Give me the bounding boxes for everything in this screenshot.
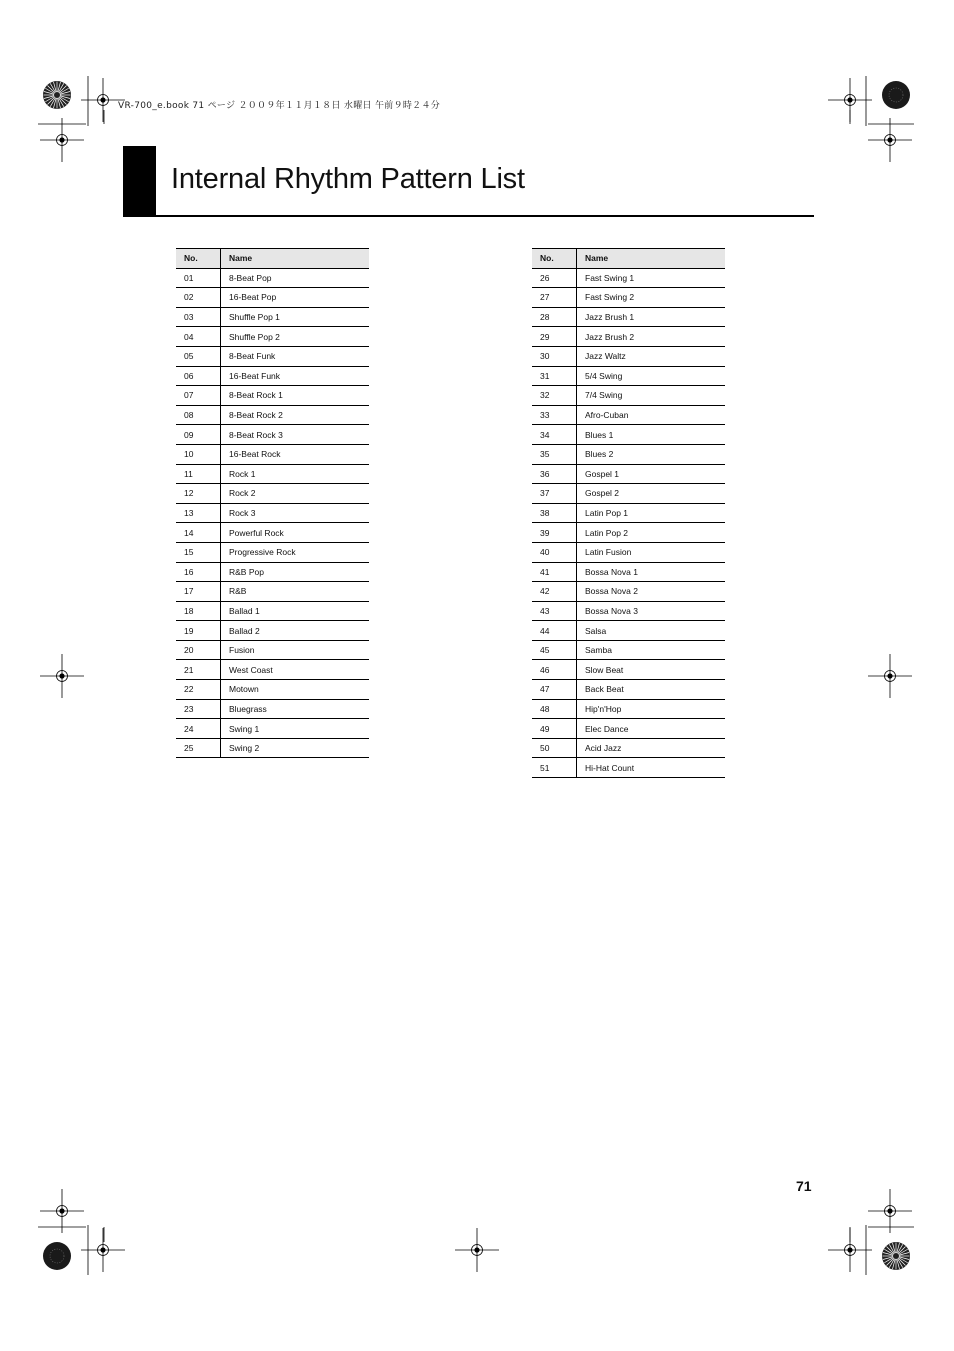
pattern-name: Bossa Nova 2 [577,582,726,602]
table-row [532,621,725,641]
table-row [532,660,725,680]
pattern-name: Latin Pop 1 [577,503,726,523]
pattern-name: Blues 1 [577,425,726,445]
pattern-name: 8-Beat Funk [221,346,370,366]
dotted-target-icon [43,1242,71,1270]
pattern-number: 30 [532,346,577,366]
pattern-name: Fusion [221,640,370,660]
pattern-number: 20 [176,640,221,660]
table-row [532,601,725,621]
table-row [532,307,725,327]
table-row [176,405,369,425]
pattern-number: 13 [176,503,221,523]
pattern-name: 16-Beat Rock [221,444,370,464]
table-row [532,405,725,425]
pattern-number: 33 [532,405,577,425]
pattern-name: Slow Beat [577,660,726,680]
pattern-number: 10 [176,444,221,464]
dotted-target-icon [882,81,910,109]
pattern-number: 08 [176,405,221,425]
pattern-name: 5/4 Swing [577,366,726,386]
pattern-name: Latin Pop 2 [577,523,726,543]
pattern-number: 36 [532,464,577,484]
pattern-name: Jazz Brush 2 [577,327,726,347]
registration-crosshair-icon [868,1189,912,1233]
table-row [532,484,725,504]
registration-crosshair-icon [868,118,912,162]
pattern-number: 15 [176,542,221,562]
column-header-name: Name [577,249,726,269]
pattern-number: 04 [176,327,221,347]
pattern-name: West Coast [221,660,370,680]
table-row [532,738,725,758]
table-row [176,738,369,758]
pattern-name: Rock 3 [221,503,370,523]
pattern-name: Bossa Nova 1 [577,562,726,582]
pattern-number: 46 [532,660,577,680]
pattern-name: Bluegrass [221,699,370,719]
pattern-name: Powerful Rock [221,523,370,543]
pattern-number: 17 [176,582,221,602]
pattern-number: 29 [532,327,577,347]
pattern-number: 22 [176,680,221,700]
pattern-name: Back Beat [577,680,726,700]
pattern-number: 16 [176,562,221,582]
pattern-name: Blues 2 [577,444,726,464]
pattern-number: 47 [532,680,577,700]
table-row [176,444,369,464]
pattern-name: Fast Swing 1 [577,268,726,288]
pattern-name: 8-Beat Rock 1 [221,386,370,406]
pattern-name: 7/4 Swing [577,386,726,406]
page-number: 71 [796,1178,812,1194]
pattern-name: 8-Beat Rock 2 [221,405,370,425]
pattern-number: 34 [532,425,577,445]
table-row [532,425,725,445]
pattern-name: Bossa Nova 3 [577,601,726,621]
pattern-name: Ballad 2 [221,621,370,641]
pattern-name: R&B [221,582,370,602]
pattern-name: R&B Pop [221,562,370,582]
table-row [532,503,725,523]
table-row [176,464,369,484]
table-row [532,288,725,308]
pattern-table-left-body [176,268,369,758]
pattern-name: 8-Beat Rock 3 [221,425,370,445]
table-row [176,386,369,406]
pattern-number: 06 [176,366,221,386]
pattern-table-left [176,248,369,758]
pattern-name: Afro-Cuban [577,405,726,425]
pattern-number: 49 [532,719,577,739]
table-row [532,444,725,464]
pattern-number: 03 [176,307,221,327]
table-row [532,758,725,778]
table-row [176,268,369,288]
starburst-target-icon [882,1242,910,1270]
pattern-number: 38 [532,503,577,523]
column-header-no: No. [176,249,221,269]
pattern-number: 35 [532,444,577,464]
table-row [532,386,725,406]
pattern-number: 32 [532,386,577,406]
pattern-number: 09 [176,425,221,445]
pattern-name: Hip'n'Hop [577,699,726,719]
table-row [532,464,725,484]
table-row [532,268,725,288]
registration-crosshair-icon [828,1228,872,1272]
registration-crosshair-icon [40,654,84,698]
pattern-name: Jazz Brush 1 [577,307,726,327]
pattern-name: Latin Fusion [577,542,726,562]
file-info-header: VR-700_e.book 71 ページ ２００９年１１月１８日 水曜日 午前９時２４分 [118,101,441,111]
table-row [532,699,725,719]
pattern-number: 02 [176,288,221,308]
table-row [532,640,725,660]
table-header-row [532,249,725,269]
pattern-name: Shuffle Pop 1 [221,307,370,327]
table-row [176,523,369,543]
pattern-number: 11 [176,464,221,484]
pattern-number: 39 [532,523,577,543]
pattern-name: Motown [221,680,370,700]
pattern-number: 27 [532,288,577,308]
table-row [176,640,369,660]
table-row [532,582,725,602]
pattern-name: Acid Jazz [577,738,726,758]
pattern-number: 25 [176,738,221,758]
pattern-name: Fast Swing 2 [577,288,726,308]
pattern-number: 05 [176,346,221,366]
pattern-name: 16-Beat Pop [221,288,370,308]
registration-crosshair-icon [455,1228,499,1272]
table-header-row [176,249,369,269]
registration-crosshair-icon [40,1189,84,1233]
pattern-name: Rock 2 [221,484,370,504]
registration-crosshair-icon [828,78,872,122]
pattern-name: Ballad 1 [221,601,370,621]
table-row [532,366,725,386]
pattern-number: 40 [532,542,577,562]
pattern-number: 24 [176,719,221,739]
table-row [176,582,369,602]
pattern-number: 50 [532,738,577,758]
pattern-name: Samba [577,640,726,660]
pattern-name: Swing 1 [221,719,370,739]
starburst-target-icon [43,81,71,109]
registration-crosshair-icon [868,654,912,698]
pattern-number: 07 [176,386,221,406]
page-title: Internal Rhythm Pattern List [171,163,525,195]
table-row [176,719,369,739]
pattern-number: 23 [176,699,221,719]
table-row [176,699,369,719]
table-row [176,346,369,366]
table-row [532,680,725,700]
title-rule [123,215,814,217]
table-row [176,503,369,523]
pattern-name: Salsa [577,621,726,641]
pattern-name: Elec Dance [577,719,726,739]
pattern-name: 8-Beat Pop [221,268,370,288]
pattern-number: 42 [532,582,577,602]
pattern-name: Jazz Waltz [577,346,726,366]
pattern-number: 21 [176,660,221,680]
pattern-name: Shuffle Pop 2 [221,327,370,347]
pattern-number: 19 [176,621,221,641]
pattern-name: Rock 1 [221,464,370,484]
table-row [532,719,725,739]
pattern-number: 48 [532,699,577,719]
table-row [532,327,725,347]
pattern-number: 43 [532,601,577,621]
pattern-number: 12 [176,484,221,504]
pattern-number: 45 [532,640,577,660]
pattern-number: 51 [532,758,577,778]
table-row [176,484,369,504]
table-row [532,523,725,543]
pattern-number: 31 [532,366,577,386]
pattern-number: 01 [176,268,221,288]
table-row [176,366,369,386]
pattern-number: 14 [176,523,221,543]
pattern-number: 44 [532,621,577,641]
registration-crosshair-icon [40,118,84,162]
table-row [176,601,369,621]
pattern-number: 26 [532,268,577,288]
pattern-number: 37 [532,484,577,504]
pattern-name: Hi-Hat Count [577,758,726,778]
pattern-name: Gospel 2 [577,484,726,504]
column-header-name: Name [221,249,370,269]
pattern-name: Gospel 1 [577,464,726,484]
table-row [176,327,369,347]
pattern-number: 41 [532,562,577,582]
table-row [176,562,369,582]
pattern-table-right [532,248,725,778]
table-row [176,425,369,445]
table-row [176,621,369,641]
table-row [176,288,369,308]
pattern-name: Swing 2 [221,738,370,758]
table-row [532,346,725,366]
pattern-name: 16-Beat Funk [221,366,370,386]
table-row [532,542,725,562]
column-header-no: No. [532,249,577,269]
pattern-number: 28 [532,307,577,327]
table-row [176,307,369,327]
pattern-table-right-body [532,268,725,777]
table-row [532,562,725,582]
title-block-bar [123,146,156,217]
pattern-name: Progressive Rock [221,542,370,562]
table-row [176,680,369,700]
table-row [176,660,369,680]
pattern-number: 18 [176,601,221,621]
table-row [176,542,369,562]
